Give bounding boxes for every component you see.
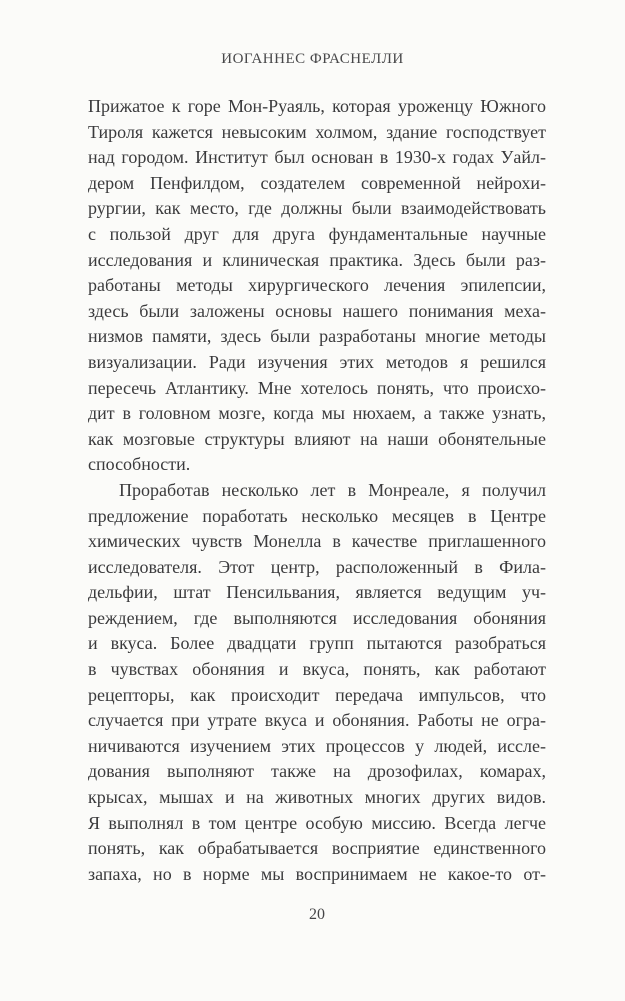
text-line: Прижатое к горе Мон-Руаяль, которая уроженцу Южного [88, 96, 546, 116]
text-line: понять, как обрабатывается восприятие единственного [88, 838, 546, 859]
running-header: ИОГАННЕС ФРАСНЕЛЛИ [221, 51, 404, 67]
text-line: рургии, как место, где должны были взаимодействовать [88, 198, 546, 219]
text-line: предложение поработать несколько месяцев в Центре [88, 505, 546, 526]
page-number: 20 [309, 906, 325, 923]
text-line: как мозговые структуры влияют на наши обонятельные [88, 428, 546, 449]
text-line: визуализации. Ради изучения этих методов я решился [88, 351, 546, 372]
text-line: запаха, но в норме мы воспринимаем не какое-то от- [88, 863, 546, 884]
text-line: и вкуса. Более двадцати групп пытаются разобраться [88, 633, 546, 654]
text-line: исследования и клиническая практика. Здесь были раз- [88, 249, 546, 270]
text-line: дования выполняют также на дрозофилах, комарах, [88, 761, 546, 782]
text-line: над городом. Институт был основан в 1930-х годах Уайл- [88, 147, 546, 168]
text-line: исследователя. Этот центр, расположенный в Фила- [88, 556, 546, 577]
text-line: крысах, мышах и на животных многих других видов. [88, 787, 546, 808]
paragraph [88, 94, 546, 478]
text-line: ничиваются изучением этих процессов у людей, иссле- [88, 735, 546, 756]
text-line: рецепторы, как происходит передача импульсов, что [88, 684, 546, 705]
text-line: способности. [88, 454, 191, 475]
text-line: пересечь Атлантику. Мне хотелось понять, что происхо- [88, 377, 546, 398]
text-line: в чувствах обоняния и вкуса, понять, как работают [88, 659, 546, 680]
text-line: случается при утрате вкуса и обоняния. Работы не огра- [88, 710, 546, 731]
text-line: реждением, где выполняются исследования обоняния [88, 607, 546, 628]
body-text-block [88, 94, 546, 887]
text-line: низмов памяти, здесь были разработаны многие методы [88, 326, 546, 347]
text-line: Тироля кажется невысоким холмом, здание господствует [88, 121, 546, 142]
text-line: Я выполнял в том центре особую миссию. Всегда легче [88, 812, 546, 833]
text-line: дельфии, штат Пенсильвания, является ведущим уч- [88, 582, 546, 603]
text-line: с пользой друг для друга фундаментальные научные [88, 223, 546, 244]
text-line: Проработав несколько лет в Монреале, я получил [119, 479, 546, 500]
text-line: химических чувств Монелла в качестве приглашенного [88, 531, 546, 552]
text-line: дером Пенфилдом, создателем современной нейрохи- [88, 172, 546, 193]
text-line: дит в головном мозге, когда мы нюхаем, а также узнать, [88, 403, 546, 424]
text-line: здесь были заложены основы нашего понимания меха- [88, 300, 546, 321]
paragraph [88, 478, 546, 888]
text-line: работаны методы хирургического лечения эпилепсии, [88, 275, 546, 296]
